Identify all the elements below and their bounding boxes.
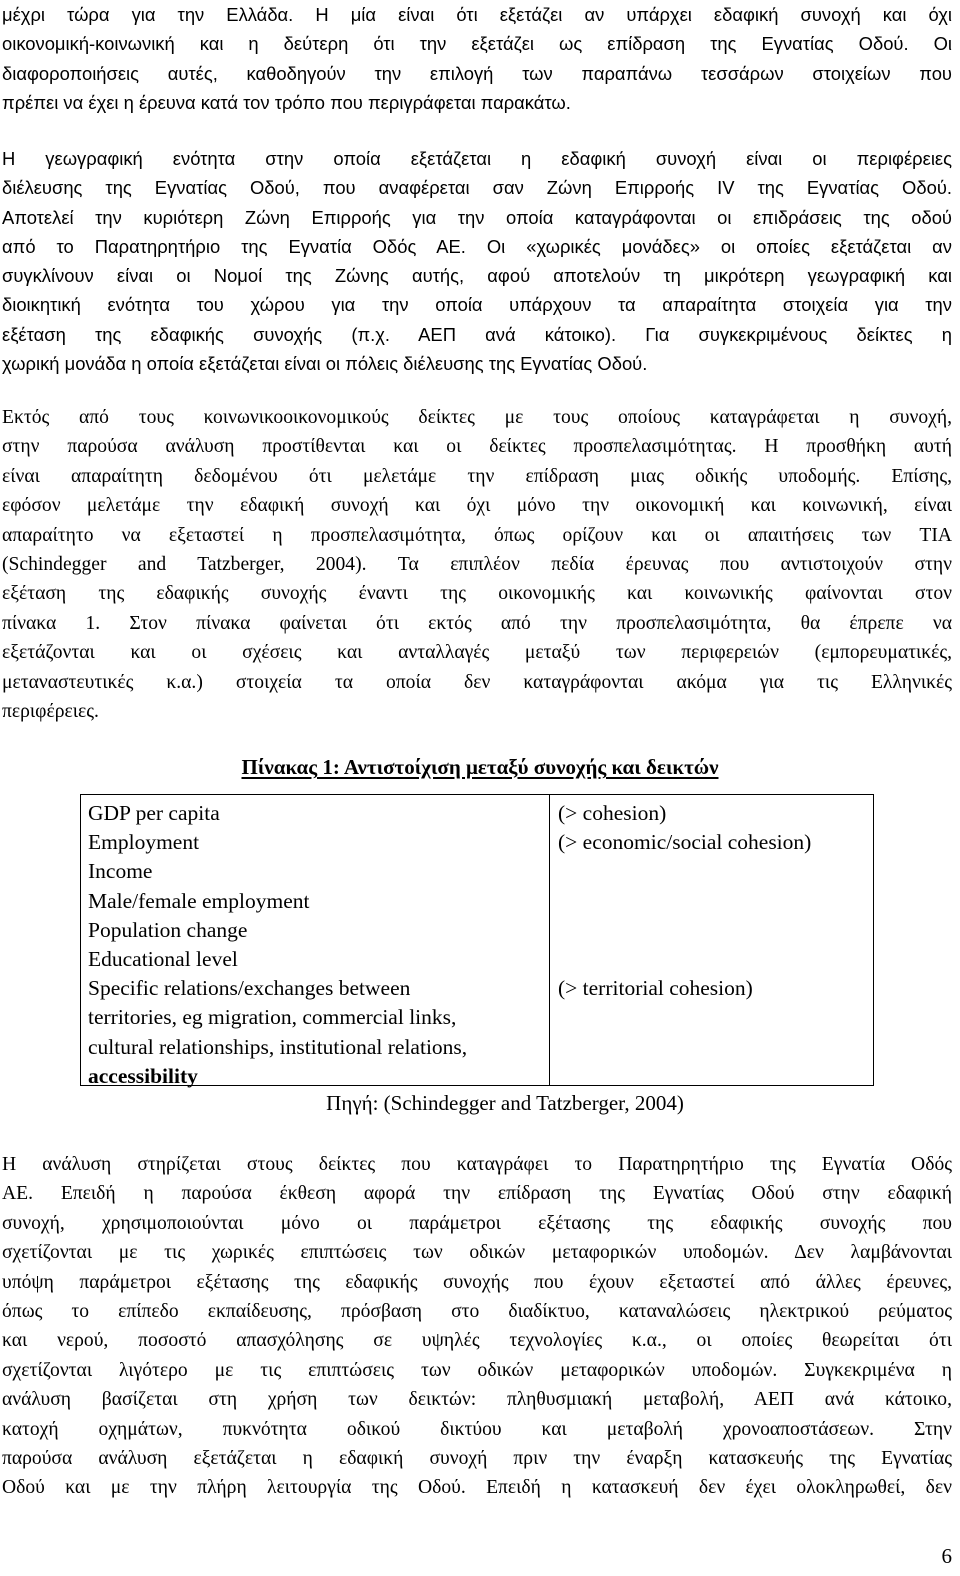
text-line: είναι απαραίτητη δεδομένου ότι μελετάμε την επίδραση μιας οδικής υποδομής. Επίσης, — [2, 465, 952, 487]
text-line: Η ανάλυση στηρίζεται στους δείκτες που καταγράφει το Παρατηρητήριο της Εγνατία Οδός — [2, 1154, 952, 1175]
table-cell-line: Specific relations/exchanges between — [88, 976, 411, 1001]
table-cohesion-column — [558, 799, 868, 1003]
table-column-divider — [549, 795, 550, 1085]
text-line: Οδού και με την πλήρη λειτουργία της Οδού. Επειδή η κατασκευή δεν έχει ολοκληρωθεί, δεν — [2, 1477, 952, 1499]
text-line: παρούσα ανάλυση εξετάζεται η εδαφική συνοχή πριν την έναρξη κατασκευής της Εγνατίας — [2, 1448, 952, 1470]
text-line: Εκτός από τους κοινωνικοοικονομικούς δείκτες με τους οποίους καταγράφεται η συνοχή, — [2, 407, 952, 428]
paragraph-geographic-unit — [2, 144, 952, 378]
page-number: 6 — [941, 1544, 952, 1568]
text-line: Η γεωγραφική ενότητα στην οποία εξετάζεται η εδαφική συνοχή είναι οι περιφέρειες — [2, 148, 952, 169]
table-cell-line: cultural relationships, institutional relations, — [88, 1034, 468, 1059]
text-line: μεταναστευτικές κ.α.) στοιχεία τα οποία δεν καταγράφονται ακόμα για τις Ελληνικές — [2, 671, 952, 693]
text-line: σχετίζονται με τις χωρικές επιπτώσεις των οδικών μεταφορικών υποδομών. Δεν λαμβάνονται — [2, 1242, 952, 1264]
table-cell-line — [558, 945, 868, 974]
text-line: συνοχή, χρησιμοποιούνται μόνο οι παράμετροι εξέτασης της εδαφικής συνοχής που — [2, 1212, 952, 1234]
text-line: διαφοροποιήσεις αυτές, καθοδηγούν την επιλογή των παραπάνω τεσσάρων στοιχείων που — [2, 62, 952, 84]
text-line: κατοχή οχημάτων, πυκνότητα οδικού δικτύου και μεταβολή χρονοαποστάσεων. Στην — [2, 1418, 952, 1440]
table-cell-line — [558, 887, 868, 916]
paragraph-accessibility-indicators — [2, 403, 952, 726]
text-line: στην παρούσα ανάλυση προστίθενται και οι δείκτες προσπελασιμότητας. Η προσθήκη αυτή — [2, 436, 952, 458]
text-line: (Schindegger and Tatzberger, 2004). Τα επιπλέον πεδία έρευνας που αντιστοιχούν στην — [2, 554, 952, 576]
table-cell-line: Employment — [88, 830, 200, 855]
text-line: οικονομική-κοινωνική και η δεύτερη ότι την εξετάζει ως επίδραση της Εγνατίας Οδού. Οι — [2, 33, 952, 55]
table-indicators-column — [88, 799, 543, 1091]
text-line: εφόσον μελετάμε την εδαφική συνοχή και όχι μόνο την οικονομική και κοινωνική, είναι — [2, 495, 952, 517]
table-cell-line — [558, 857, 868, 886]
text-line: μέχρι τώρα για την Ελλάδα. Η μία είναι ότι εξετάζει αν υπάρχει εδαφική συνοχή και όχι — [2, 4, 952, 25]
text-line: διέλευσης της Εγνατίας Οδού, που αναφέρεται σαν Ζώνη Επιρροής IV της Εγνατίας Οδού. — [2, 177, 952, 199]
table-cell-line: (> economic/social cohesion) — [558, 830, 812, 855]
paragraph-analysis — [2, 1150, 952, 1503]
table-cell-line — [558, 916, 868, 945]
text-line: ανάλυση βασίζεται στη χρήση των δεικτών: πληθυσμιακή μεταβολή, ΑΕΠ ανά κάτοικο, — [2, 1389, 952, 1411]
text-line: εξετάζονται και οι σχέσεις και ανταλλαγές μεταξύ των περιφερειών (εμπορευματικές, — [2, 642, 952, 664]
text-line: από το Παρατηρητήριο της Εγνατία Οδός ΑΕ. Οι «χωρικές μονάδες» οι οποίες εξετάζεται αν — [2, 235, 952, 257]
cohesion-indicators-table — [80, 794, 874, 1086]
text-line: πίνακα 1. Στον πίνακα φαίνεται ότι εκτός από την προσπελασιμότητα, θα έπρεπε να — [2, 612, 952, 634]
text-line: περιφέρειες. — [2, 701, 99, 723]
text-line: ΑΕ. Επειδή η παρούσα έκθεση αφορά την επίδραση της Εγνατίας Οδού στην εδαφική — [2, 1183, 952, 1205]
table-title — [0, 752, 960, 782]
text-line: συγκλίνουν είναι οι Νομοί της Ζώνης αυτής, αφού αποτελούν τη μικρότερη γεωγραφική και — [2, 265, 952, 287]
text-line: υπόψη παράμετροι εξέτασης της εδαφικής συνοχής που έχουν εξεταστεί από άλλες έρευνες, — [2, 1271, 952, 1293]
table-cell-line-bold: accessibility — [88, 1063, 198, 1088]
text-line: διοικητική ενότητα του χώρου για την οποία υπάρχουν τα απαραίτητα στοιχεία για την — [2, 294, 952, 316]
table-cell-line: Income — [88, 859, 153, 884]
text-line: και νερού, ποσοστό απασχόλησης σε υψηλές τεχνολογίες κ.α., οι οποίες θεωρείται ότι — [2, 1330, 952, 1352]
paragraph-intro-continuation — [2, 0, 952, 117]
text-line: εξέταση της εδαφικής συνοχής (π.χ. ΑΕΠ ανά κάτοικο). Για συγκεκριμένους δείκτες η — [2, 323, 952, 345]
table-cell-line: (> cohesion) — [558, 801, 667, 825]
table-cell-line: Educational level — [88, 946, 238, 971]
text-line: Αποτελεί την κυριότερη Ζώνη Επιρροής για την οποία καταγράφονται οι επιδράσεις της οδού — [2, 206, 952, 228]
text-line: σχετίζονται λιγότερο με τις επιπτώσεις των οδικών μεταφορικών υποδομών. Συγκεκριμένα η — [2, 1359, 952, 1381]
text-line: χωρική μονάδα η οποία εξετάζεται είναι οι πόλεις διέλευσης της Εγνατίας Οδού. — [2, 353, 648, 375]
table-cell-line: Male/female employment — [88, 888, 310, 913]
table-source: Πηγή: (Schindegger and Tatzberger, 2004) — [326, 1091, 684, 1115]
table-cell-line: territories, eg migration, commercial links, — [88, 1005, 457, 1030]
text-line: όπως το επίπεδο εκπαίδευσης, πρόσβαση στο διαδίκτυο, καταναλώσεις ηλεκτρικού ρεύματος — [2, 1301, 952, 1323]
text-line: απαραίτητο να εξεταστεί η προσπελασιμότητα, όπως ορίζουν και οι απαιτήσεις των TIA — [2, 524, 952, 546]
table-cell-line: GDP per capita — [88, 801, 220, 825]
table-cell-line: Population change — [88, 917, 248, 942]
table-cell-line: (> territorial cohesion) — [558, 976, 753, 1001]
text-line: εξέταση της εδαφικής συνοχής έναντι της οικονομικής και κοινωνικής φαίνονται στον — [2, 583, 952, 605]
text-line: πρέπει να έχει η έρευνα κατά τον τρόπο που περιγράφεται παρακάτω. — [2, 91, 571, 113]
table-title-text: Πίνακας 1: Αντιστοίχιση μεταξύ συνοχής και δεικτών — [241, 755, 719, 779]
